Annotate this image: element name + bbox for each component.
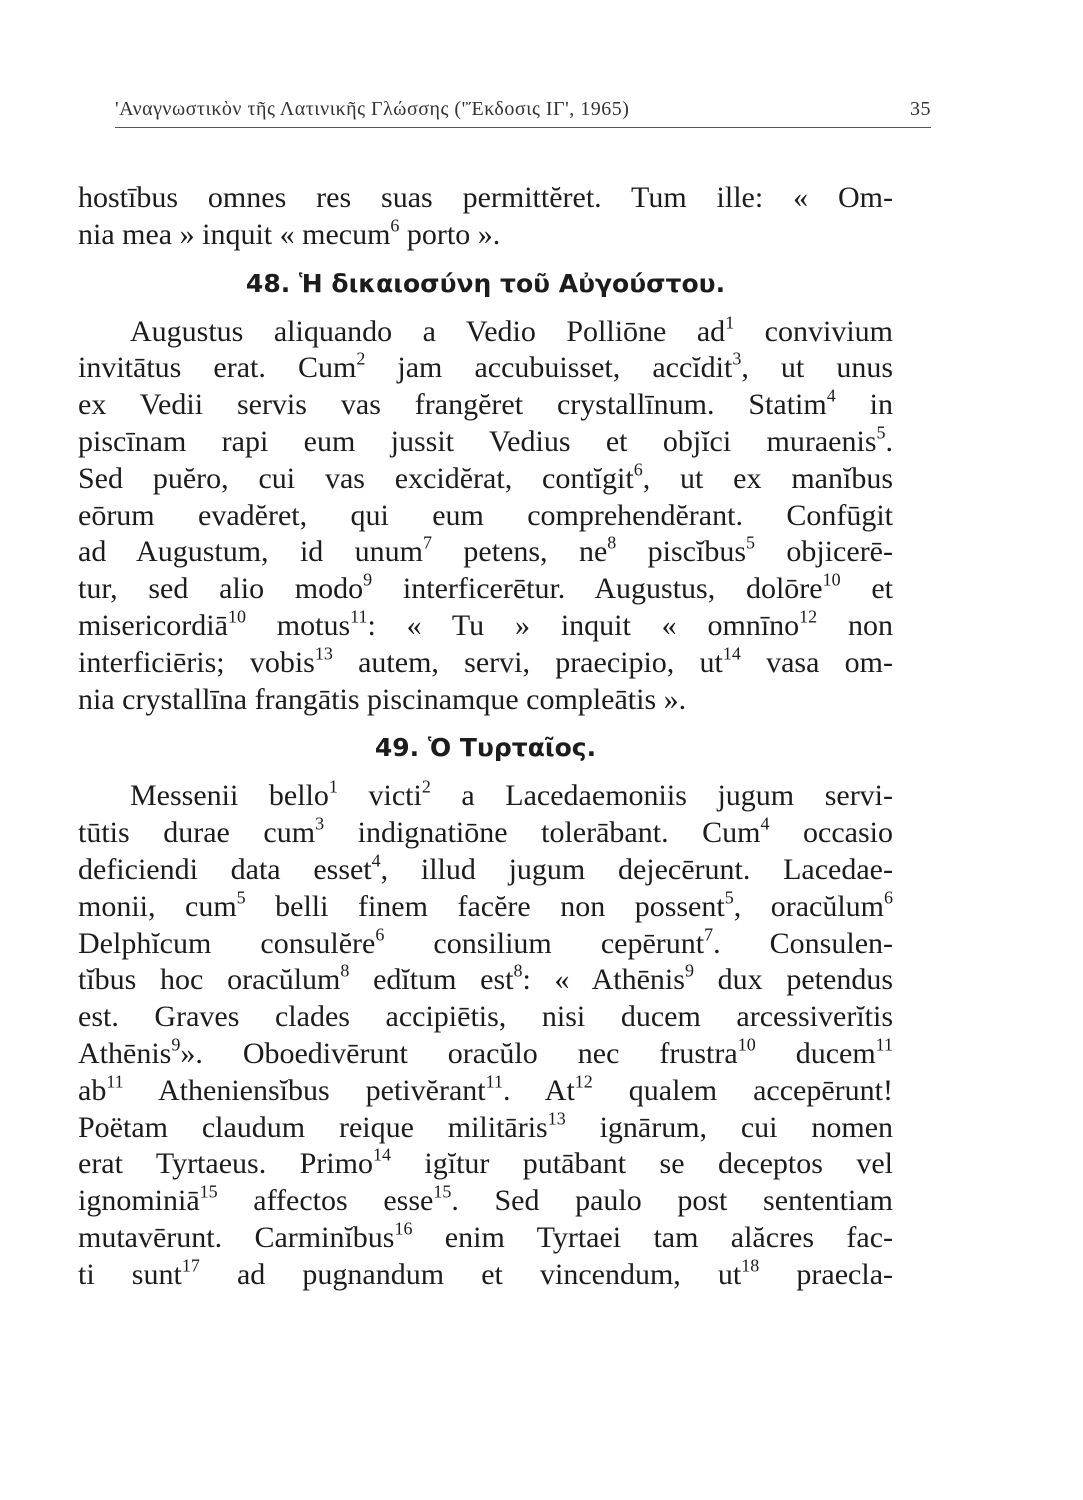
text-line: misericordiā$^{10}$ motus$^{11}$: « Tu » inquit « omnīno$^{12}$ non xyxy=(78,606,893,642)
text-line: $ab^{11}$ Atheniensĭbus petivĕrant$^{11}$. At$^{12}$ qualem accepērunt! xyxy=(78,1071,893,1107)
header-rule xyxy=(115,127,931,128)
text-line: interficiēris; vobis$^{13}$ autem, servi, praecipio, $ut^{14}$ vasa om- xyxy=(78,643,893,679)
body-text xyxy=(78,180,893,1294)
text-line: Messenii bello$^1$ victi$^2$ a Lacedaemoniis jugum servi- xyxy=(130,776,894,813)
section-heading-48: 48. Ἡ δικαιοσύνη τοῦ Αὐγούστου. xyxy=(245,268,726,298)
text-line: ti sunt$^{17}$ ad pugnandum et vincendum, $ut^{18}$ praecla- xyxy=(78,1255,893,1291)
text-line: ex Vedii servis vas frangĕret crystallīnum. Statim$^4$ in xyxy=(78,385,893,422)
text-line: monii, cum$^5$ belli finem facĕre non possent$^5$, oracŭlum$^6$ xyxy=(78,887,893,923)
text-line: tur, sed alio modo$^9$ interficerētur. Augustus, dolōre$^{10}$ et xyxy=(78,569,893,606)
text-line: tĭbus hoc oracŭlum$^8$ edĭtum est$^8$: « Athēnis$^9$ dux petendus xyxy=(78,960,894,997)
running-head-title: 'Αναγνωστικὸν τῆς Λατινικῆς Γλώσσης ('Ἔκδοσις ΙΓ', 1965) xyxy=(115,98,630,120)
running-head xyxy=(115,98,931,121)
text-line: deficiendi data esset$^4$, illud jugum dejecērunt. Lacedae- xyxy=(78,850,893,886)
section-heading-49: 49. Ὁ Τυρταῖος. xyxy=(374,733,597,763)
text-line: nia mea » inquit « mecum$^6$ porto ». xyxy=(78,215,501,251)
text-line: Augustus aliquando a Vedio Polliōne $ad^1$ convivium xyxy=(130,312,893,348)
text-line: eōrum evadĕret, qui eum comprehendĕrant. Confūgit xyxy=(78,498,893,532)
text-line: mutavērunt. Carminĭbus$^{16}$ enim Tyrtaei tam alăcres fac- xyxy=(78,1218,893,1254)
text-line: ignominiā$^{15}$ affectos esse$^{15}$. Sed paulo post sententiam xyxy=(78,1181,893,1218)
text-line: erat Tyrtaeus. Primo$^{14}$ igĭtur putābant se deceptos vel xyxy=(78,1144,893,1181)
text-line: invitātus erat. Cum$^2$ jam accubuisset, accĭdit$^3$, ut unus xyxy=(78,348,894,385)
text-line: tūtis durae cum$^3$ indignatiōne tolerābant. Cum$^4$ occasio xyxy=(78,813,893,850)
page-number: 35 xyxy=(910,98,931,120)
text-line: ad Augustum, id unum$^7$ petens, $ne^8$ piscĭbus$^5$ objicerē- xyxy=(78,532,893,569)
text-line: Athēnis$^9$». Oboedivērunt oracŭlo nec frustra$^{10}$ ducem$^{11}$ xyxy=(78,1034,894,1070)
text-line: Delphĭcum consulĕre$^6$ consilium cepērunt$^7$. Consulen- xyxy=(78,923,893,960)
text-line: est. Graves clades accipiētis, nisi ducem arcessiverĭtis xyxy=(78,1000,893,1034)
text-line: piscīnam rapi eum jussit Vedius et objĭci muraenis$^5$. xyxy=(78,422,893,458)
text-line: nia crystallīna frangātis piscinamque compleātis ». xyxy=(78,682,687,716)
text-line: Poëtam claudum reique militāris$^{13}$ ignārum, cui nomen xyxy=(78,1107,894,1144)
text-line: Sed puĕro, cui vas excidĕrat, contĭgit$^6$, ut ex manĭbus xyxy=(78,459,893,495)
text-line: hostībus omnes res suas permittĕret. Tum ille: « Om- xyxy=(78,181,893,214)
